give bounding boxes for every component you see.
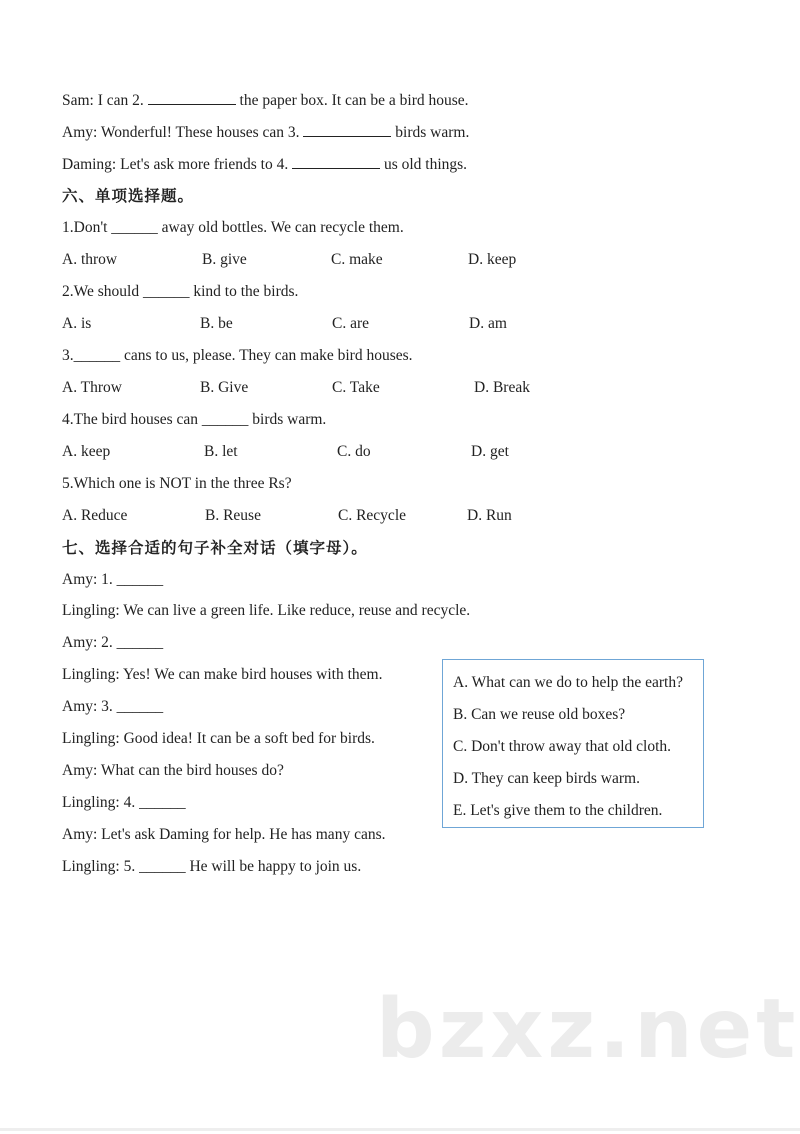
question-option[interactable]: D. keep (468, 251, 517, 268)
question-option[interactable]: B. Reuse (205, 507, 261, 524)
dialogue-line: Amy: 3. ______ (62, 698, 164, 715)
fill-line-2-before: Sam: I can 2. (62, 92, 148, 109)
question-stem: 1.Don't ______ away old bottles. We can recycle them. (62, 219, 404, 236)
question-stem: 3.______ cans to us, please. They can make bird houses. (62, 347, 413, 364)
fill-line-3-after: birds warm. (391, 124, 470, 141)
answer-choices-box (442, 659, 704, 828)
question-option[interactable]: D. get (471, 443, 509, 460)
dialogue-line: Lingling: We can live a green life. Like reduce, reuse and recycle. (62, 602, 471, 619)
answer-blank[interactable] (292, 154, 380, 169)
dialogue-line: Lingling: Good idea! It can be a soft bed for birds. (62, 730, 375, 747)
fill-line-4 (62, 154, 467, 175)
fill-line-3-before: Amy: Wonderful! These houses can 3. (62, 124, 304, 141)
question-option[interactable]: B. let (204, 443, 238, 460)
question-option[interactable]: B. give (202, 251, 247, 268)
dialogue-line: Amy: 2. ______ (62, 634, 164, 651)
question-option[interactable]: B. Give (200, 379, 249, 396)
dialogue-line: Amy: What can the bird houses do? (62, 762, 284, 779)
dialogue-line: Amy: 1. ______ (62, 571, 164, 588)
dialogue-line: Amy: Let's ask Daming for help. He has many cans. (62, 826, 386, 843)
fill-line-4-before: Daming: Let's ask more friends to 4. (62, 156, 293, 173)
question-option[interactable]: D. Run (467, 507, 512, 524)
question-option[interactable]: B. be (200, 315, 233, 332)
dialogue-line: Lingling: Yes! We can make bird houses with them. (62, 666, 383, 683)
fill-line-2-after: the paper box. It can be a bird house. (235, 92, 469, 109)
fill-line-3 (62, 122, 469, 143)
question-option[interactable]: A. keep (62, 443, 111, 460)
answer-choice: E. Let's give them to the children. (453, 802, 663, 819)
answer-blank[interactable] (148, 90, 236, 105)
dialogue-line: Lingling: 4. ______ (62, 794, 186, 811)
question-stem: 5.Which one is NOT in the three Rs? (62, 475, 292, 492)
question-option[interactable]: C. Recycle (338, 507, 407, 524)
question-option[interactable]: D. am (469, 315, 507, 332)
fill-line-2 (62, 90, 469, 111)
fill-line-4-after: us old things. (380, 156, 468, 173)
answer-choice: B. Can we reuse old boxes? (453, 706, 626, 723)
question-option[interactable]: A. is (62, 315, 92, 332)
question-option[interactable]: A. Reduce (62, 507, 128, 524)
answer-choice: C. Don't throw away that old cloth. (453, 738, 672, 755)
question-option[interactable]: C. Take (332, 379, 380, 396)
answer-choice: D. They can keep birds warm. (453, 770, 640, 787)
question-option[interactable]: A. throw (62, 251, 118, 268)
question-option[interactable]: D. Break (474, 379, 530, 396)
question-option[interactable]: C. do (337, 443, 371, 460)
page-bottom-edge (0, 1128, 800, 1131)
answer-choice: A. What can we do to help the earth? (453, 674, 683, 691)
section-6-heading: 六、单项选择题。 (62, 187, 195, 205)
answer-blank[interactable] (303, 122, 391, 137)
question-option[interactable]: C. make (331, 251, 383, 268)
question-option[interactable]: C. are (332, 315, 370, 332)
question-option[interactable]: A. Throw (62, 379, 122, 396)
dialogue-line: Lingling: 5. ______ He will be happy to join us. (62, 858, 362, 875)
question-stem: 4.The bird houses can ______ birds warm. (62, 411, 327, 428)
watermark: bzxz.net (376, 982, 800, 1077)
section-7-heading: 七、选择合适的句子补全对话（填字母）。 (62, 539, 368, 557)
question-stem: 2.We should ______ kind to the birds. (62, 283, 299, 300)
